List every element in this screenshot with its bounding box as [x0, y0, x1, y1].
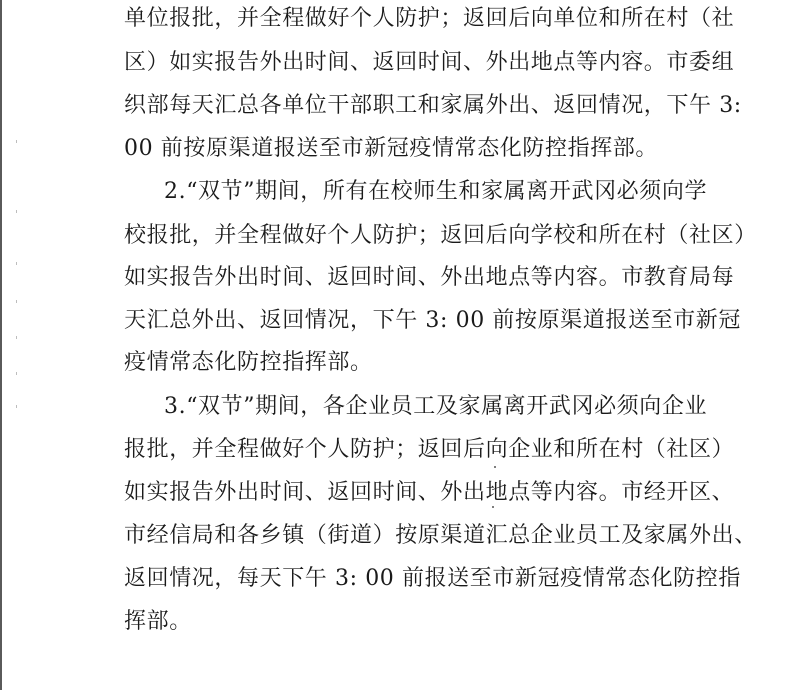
scan-speck: [16, 210, 17, 213]
scan-speck: [16, 262, 17, 265]
paragraph-2-line-5: 疫情常态化防控指挥部。: [124, 350, 373, 375]
paragraph-3-line-4: 市经信局和各乡镇（街道）按原渠道汇总企业员工及家属外出、: [124, 523, 757, 548]
paragraph-3-line-5: 返回情况，每天下午 3: 00 前报送至市新冠疫情常态化防控指: [124, 566, 741, 591]
paragraph-2-line-3: 如实报告外出时间、返回时间、外出地点等内容。市教育局每: [124, 265, 735, 290]
paragraph-1-line-3: 织部每天汇总各单位干部职工和家属外出、返回情况，下午 3:: [124, 93, 742, 118]
scan-dot: [494, 466, 496, 468]
paragraph-1-line-2: 区）如实报告外出时间、返回时间、外出地点等内容。市委组: [124, 50, 735, 75]
paragraph-3-line-2: 报批，并全程做好个人防护；返回后向企业和所在村（社区）: [124, 437, 735, 462]
paragraph-2-line-2: 校报批，并全程做好个人防护；返回后向学校和所在村（社区）: [124, 223, 757, 248]
scan-speck: [16, 405, 17, 408]
scan-speck: [16, 300, 17, 303]
scan-speck: [16, 372, 17, 375]
scan-speck: [16, 336, 17, 339]
paragraph-3-line-1: 3.“双节”期间，各企业员工及家属离开武冈必须向企业: [164, 394, 708, 419]
scan-speck: [16, 140, 17, 143]
paragraph-3-line-6: 挥部。: [124, 609, 192, 634]
paragraph-1-line-1: 单位报批，并全程做好个人防护；返回后向单位和所在村（社: [124, 6, 735, 31]
paragraph-3-line-3: 如实报告外出时间、返回时间、外出地点等内容。市经开区、: [124, 480, 735, 505]
paragraph-2-line-4: 天汇总外出、返回情况，下午 3: 00 前按原渠道报送至市新冠: [124, 308, 741, 333]
paragraph-1-line-4: 00 前按原渠道报送至市新冠疫情常态化防控指挥部。: [124, 136, 658, 161]
paragraph-2-line-1: 2.“双节”期间，所有在校师生和家属离开武冈必须向学: [164, 179, 708, 204]
document-page: [2, 0, 794, 690]
scan-dot: [492, 506, 494, 508]
